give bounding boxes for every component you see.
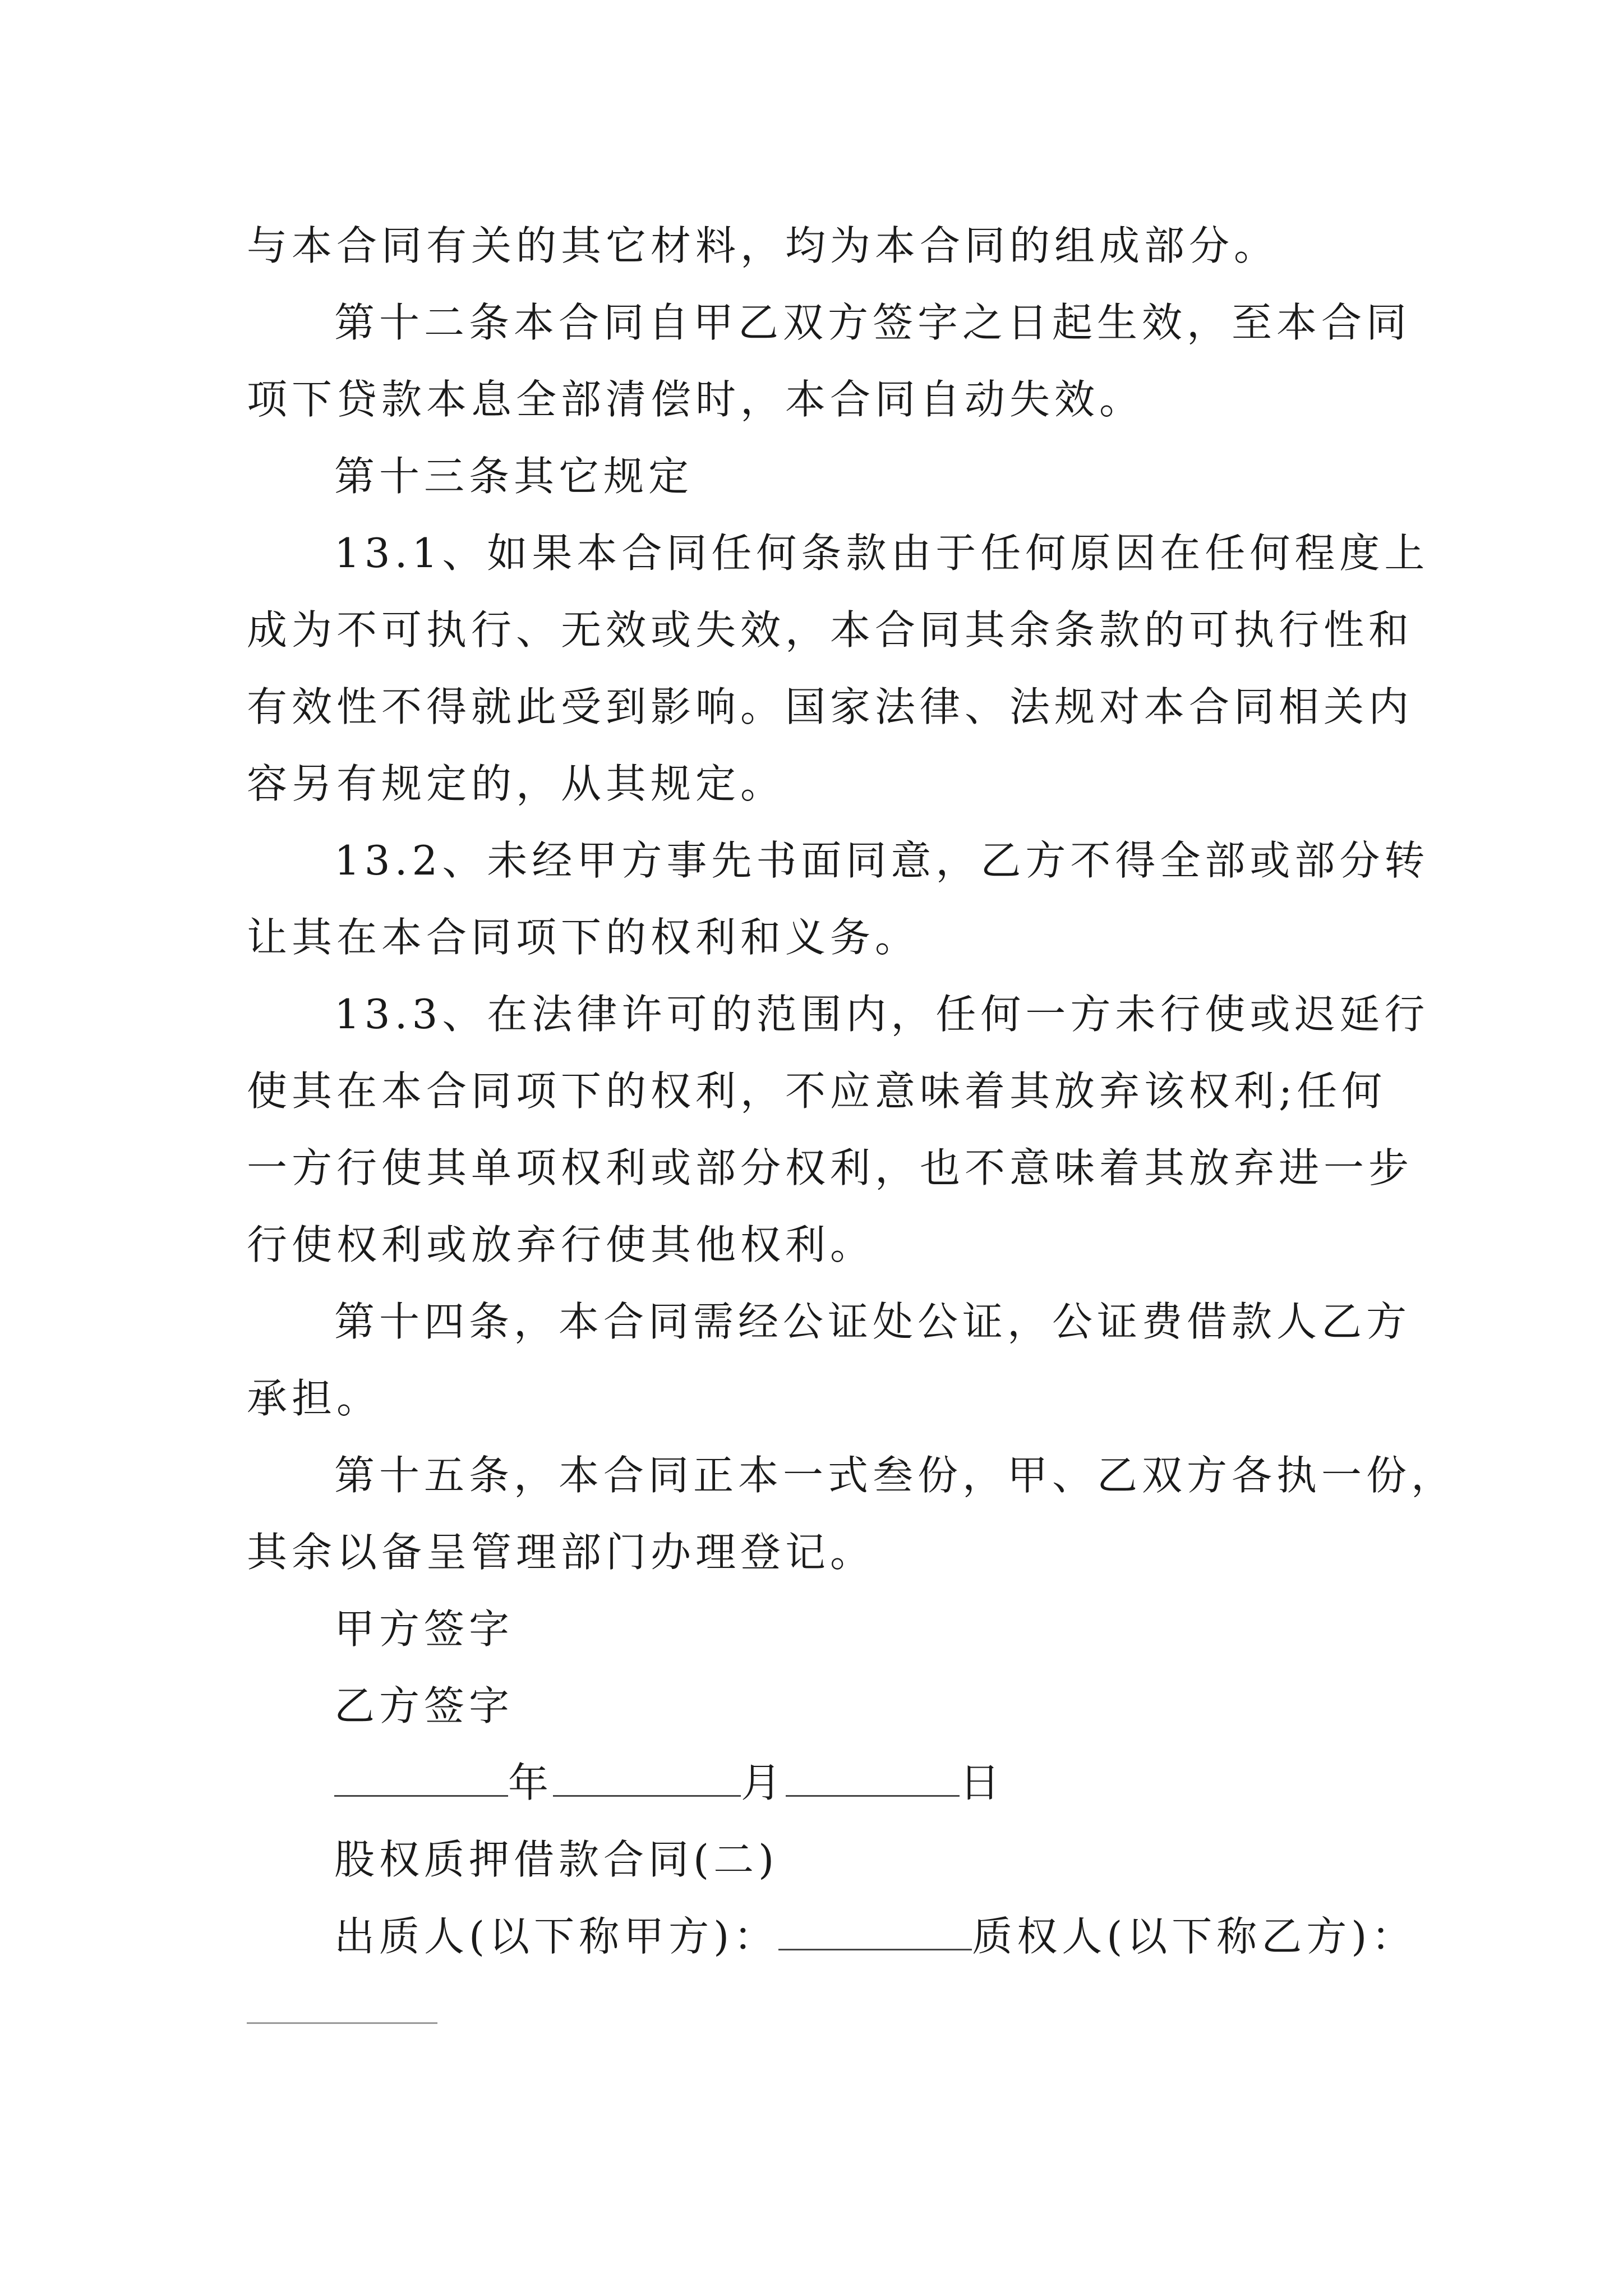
paragraph-line: 承担。 bbox=[247, 1375, 382, 1422]
date-line bbox=[247, 1745, 1391, 1821]
pledgee-label: 质权人(以下称乙方)： bbox=[972, 1913, 1417, 1960]
section-heading: 第十三条其它规定 bbox=[334, 453, 694, 500]
paragraph-line: 容另有规定的，从其规定。 bbox=[247, 760, 786, 807]
month-label: 月 bbox=[741, 1759, 786, 1806]
paragraph-line: 与本合同有关的其它材料，均为本合同的组成部分。 bbox=[247, 222, 1279, 269]
pledgor-label: 出质人(以下称甲方)： bbox=[334, 1913, 779, 1960]
paragraph-line: 第十五条，本合同正本一式叁份，甲、乙双方各执一份， bbox=[334, 1452, 1456, 1499]
party-b-signature: 乙方签字 bbox=[334, 1682, 514, 1729]
parties-line bbox=[247, 1898, 1417, 1975]
paragraph-line: 项下贷款本息全部清偿时，本合同自动失效。 bbox=[247, 376, 1145, 423]
paragraph-line: 第十四条，本合同需经公证处公证，公证费借款人乙方 bbox=[334, 1298, 1412, 1345]
paragraph-line: 其余以备呈管理部门办理登记。 bbox=[247, 1529, 875, 1576]
pledgor-blank bbox=[778, 1912, 972, 1950]
party-a-signature: 甲方签字 bbox=[334, 1605, 514, 1653]
paragraph-line: 一方行使其单项权利或部分权利，也不意味着其放弃进一步 bbox=[247, 1144, 1414, 1191]
month-blank bbox=[553, 1759, 741, 1797]
day-blank bbox=[786, 1759, 960, 1797]
document-body bbox=[247, 208, 1456, 1975]
paragraph-line: 第十二条本合同自甲乙双方签字之日起生效，至本合同 bbox=[334, 299, 1412, 346]
year-label: 年 bbox=[508, 1759, 554, 1806]
paragraph-line: 让其在本合同项下的权利和义务。 bbox=[247, 914, 920, 961]
day-label: 日 bbox=[960, 1759, 1005, 1806]
contract-title: 股权质押借款合同(二) bbox=[334, 1836, 779, 1883]
paragraph-line: 行使权利或放弃行使其他权利。 bbox=[247, 1221, 875, 1268]
paragraph-line: 使其在本合同项下的权利，不应意味着其放弃该权利;任何 bbox=[247, 1068, 1387, 1115]
paragraph-line: 13.3、在法律许可的范围内，任何一方未行使或迟延行 bbox=[334, 991, 1430, 1038]
paragraph-line: 有效性不得就此受到影响。国家法律、法规对本合同相关内 bbox=[247, 683, 1414, 730]
paragraph-line: 13.2、未经甲方事先书面同意，乙方不得全部或部分转 bbox=[334, 837, 1430, 884]
paragraph-line: 13.1、如果本合同任何条款由于任何原因在任何程度上 bbox=[334, 530, 1430, 577]
paragraph-line: 成为不可执行、无效或失效，本合同其余条款的可执行性和 bbox=[247, 606, 1414, 654]
pledgee-blank bbox=[247, 2022, 437, 2024]
year-blank bbox=[334, 1759, 508, 1797]
